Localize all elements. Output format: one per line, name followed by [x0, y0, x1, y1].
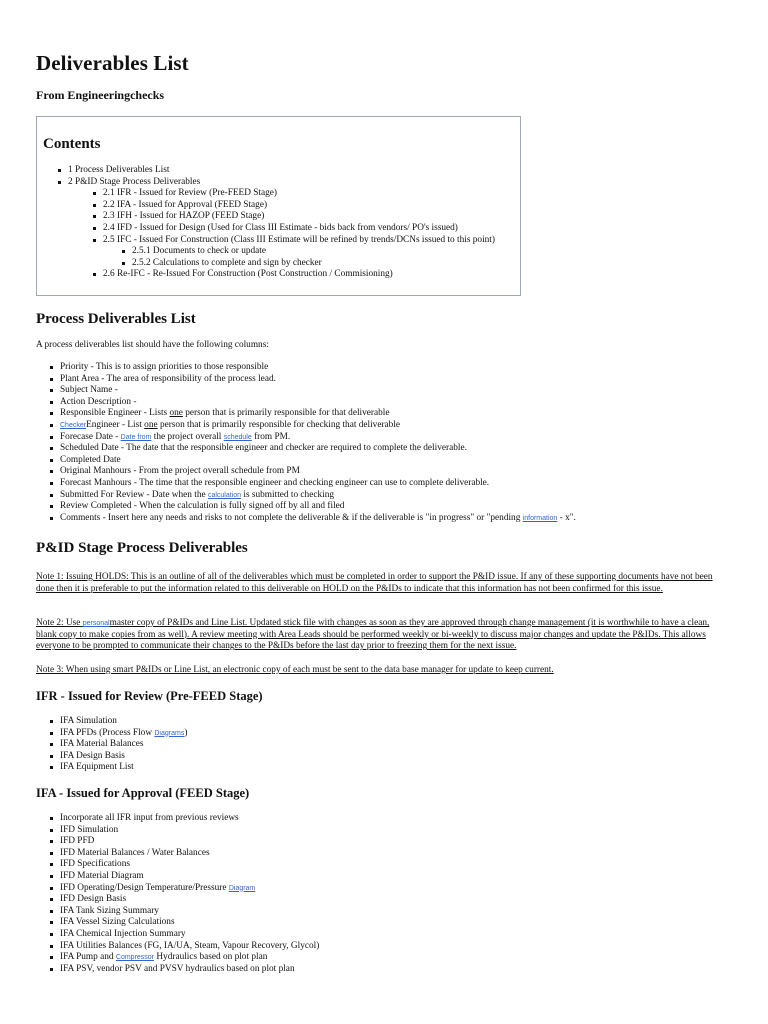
list-item: IFA Simulation	[49, 716, 187, 728]
checker-link[interactable]: Checker	[60, 421, 87, 429]
item-text: IFA PFDs (Process Flow	[60, 727, 153, 738]
note-1: Note 1: Issuing HOLDS: This is an outline of all of the deliverables which must be completed in order to support the P&ID issue. If any of these supporting documents have not been done then it is preferable to put the information related to this deliverable on HOLD on the P&IDs to indicate that this information has not been confirmed for this issue.	[36, 572, 713, 594]
item-text: Forecase Date -	[60, 431, 119, 442]
list-item: Incorporate all IFR input from previous reviews	[49, 813, 319, 825]
list-item	[49, 490, 576, 502]
item-text: Hydraulics based on plot plan	[156, 952, 268, 963]
source-line: From Engineeringchecks	[36, 88, 165, 102]
item-text: Responsible Engineer - Lists	[60, 408, 168, 419]
note-2	[36, 618, 732, 653]
list-item: IFA Utilities Balances (FG, IA/UA, Steam, Vapour Recovery, Glycol)	[49, 941, 319, 953]
list-item: IFA Material Balances	[49, 739, 187, 751]
item-text: the project overall	[153, 431, 222, 442]
list-item: IFA PSV, vendor PSV and PVSV hydraulics based on plot plan	[49, 964, 319, 976]
toc-item[interactable]: 2.2 IFA - Issued for Approval (FEED Stage)	[92, 200, 495, 212]
page-title: Deliverables List	[36, 51, 189, 75]
emphasis-text: one	[169, 408, 183, 419]
toc-heading: Contents	[43, 136, 101, 152]
list-item: IFA Vessel Sizing Calculations	[49, 917, 319, 929]
toc-item[interactable]: 2.5.2 Calculations to complete and sign by checker	[121, 258, 495, 270]
ifa-list	[49, 813, 319, 975]
list-item: Plant Area - The area of responsibility of the process lead.	[49, 374, 576, 386]
information-link[interactable]: information	[522, 514, 558, 522]
item-text: person that is primarily responsible for checking that deliverable	[159, 419, 401, 430]
personal-link[interactable]: personal	[82, 620, 110, 627]
subsection-heading-ifa: IFA - Issued for Approval (FEED Stage)	[36, 786, 250, 800]
item-text: - x".	[559, 512, 576, 523]
compressor-link[interactable]: Compressor	[115, 954, 155, 962]
list-item: Action Description -	[49, 397, 576, 409]
list-item: IFD Design Basis	[49, 894, 319, 906]
list-item	[49, 432, 576, 444]
list-item: Forecast Manhours - The time that the responsible engineer and checking engineer can use to complete deliverable.	[49, 478, 576, 490]
list-item: Original Manhours - From the project overall schedule from PM	[49, 466, 576, 478]
section-heading-pid: P&ID Stage Process Deliverables	[36, 540, 248, 556]
list-item	[49, 728, 187, 740]
item-text: is submitted to checking	[243, 489, 334, 500]
toc-item[interactable]	[57, 177, 495, 281]
table-of-contents	[36, 116, 521, 296]
list-item	[49, 883, 319, 895]
note-text: master copy of P&IDs and Line List. Updated stick file with changes as soon as they are approved through change management (it is worthwhile to have a clean, blank copy to make copies from as well). A review meeting with Area Leads should be performed weekly or bi-weekly to discuss major changes and update the P&IDs. This allows everyone to be prompted to communicate their changes to the P&IDs before the last day prior to freezing them for the next issue.	[36, 618, 710, 652]
list-item	[49, 408, 576, 420]
list-item	[49, 420, 576, 432]
toc-item[interactable]	[92, 235, 495, 270]
diagrams-link[interactable]: Diagrams	[154, 729, 185, 737]
list-item: Completed Date	[49, 455, 576, 467]
toc-item[interactable]: 2.5.1 Documents to check or update	[121, 246, 495, 258]
list-item: IFA Tank Sizing Summary	[49, 906, 319, 918]
list-item: IFD PFD	[49, 836, 319, 848]
item-text: Comments - Insert here any needs and risks to not complete the deliverable & if the deliverable is "in progress" or "pending	[60, 512, 521, 523]
list-item: IFA Equipment List	[49, 762, 187, 774]
toc-subsublist	[121, 246, 495, 269]
list-item: Priority - This is to assign priorities to those responsible	[49, 362, 576, 374]
item-text: Engineer - List	[86, 419, 142, 430]
ifr-list	[49, 716, 187, 774]
toc-item-label[interactable]: 2 P&ID Stage Process Deliverables	[68, 176, 201, 187]
note-text: Note 2: Use	[36, 618, 81, 628]
calculation-link[interactable]: calculation	[207, 491, 242, 499]
schedule-link[interactable]: schedule	[223, 433, 252, 441]
list-item: Review Completed - When the calculation is fully signed off by all and filed	[49, 501, 576, 513]
list-item: IFD Specifications	[49, 859, 319, 871]
emphasis-text: one	[144, 419, 158, 430]
item-text: IFD Operating/Design Temperature/Pressure	[60, 882, 227, 893]
item-text: IFA Pump and	[60, 952, 114, 963]
toc-item[interactable]: 2.4 IFD - Issued for Design (Used for Class III Estimate - bids back from vendors/ PO's issued)	[92, 223, 495, 235]
diagram-link[interactable]: Diagram	[228, 884, 256, 892]
list-item: IFA Chemical Injection Summary	[49, 929, 319, 941]
toc-item[interactable]: 2.1 IFR - Issued for Review (Pre-FEED Stage)	[92, 188, 495, 200]
list-item	[49, 952, 319, 964]
date-from-link[interactable]: Date from	[120, 433, 152, 441]
subsection-heading-ifr: IFR - Issued for Review (Pre-FEED Stage)	[36, 689, 263, 703]
list-item: Subject Name -	[49, 385, 576, 397]
toc-item[interactable]: 1 Process Deliverables List	[57, 165, 495, 177]
toc-item-label[interactable]: 2.5 IFC - Issued For Construction (Class III Estimate will be refined by trends/DCNs issued to this point)	[103, 234, 495, 245]
process-intro: A process deliverables list should have the following columns:	[36, 340, 269, 350]
list-item: Scheduled Date - The date that the responsible engineer and checker are required to complete the deliverable.	[49, 443, 576, 455]
list-item: IFD Simulation	[49, 825, 319, 837]
note-3: Note 3: When using smart P&IDs or Line List, an electronic copy of each must be sent to the data base manager for update to keep current.	[36, 665, 554, 675]
toc-item[interactable]: 2.6 Re-IFC - Re-Issued For Construction (Post Construction / Commisioning)	[92, 269, 495, 281]
section-heading-process: Process Deliverables List	[36, 311, 196, 327]
item-text: )	[184, 727, 188, 738]
toc-list	[57, 165, 495, 281]
toc-item[interactable]: 2.3 IFH - Issued for HAZOP (FEED Stage)	[92, 211, 495, 223]
toc-sublist	[92, 188, 495, 281]
list-item: IFD Material Balances / Water Balances	[49, 848, 319, 860]
process-columns-list	[49, 362, 576, 524]
item-text: person that is primarily responsible for that deliverable	[185, 408, 390, 419]
list-item	[49, 513, 576, 525]
item-text: Submitted For Review - Date when the	[60, 489, 206, 500]
list-item: IFA Design Basis	[49, 751, 187, 763]
item-text: from PM.	[254, 431, 291, 442]
list-item: IFD Material Diagram	[49, 871, 319, 883]
